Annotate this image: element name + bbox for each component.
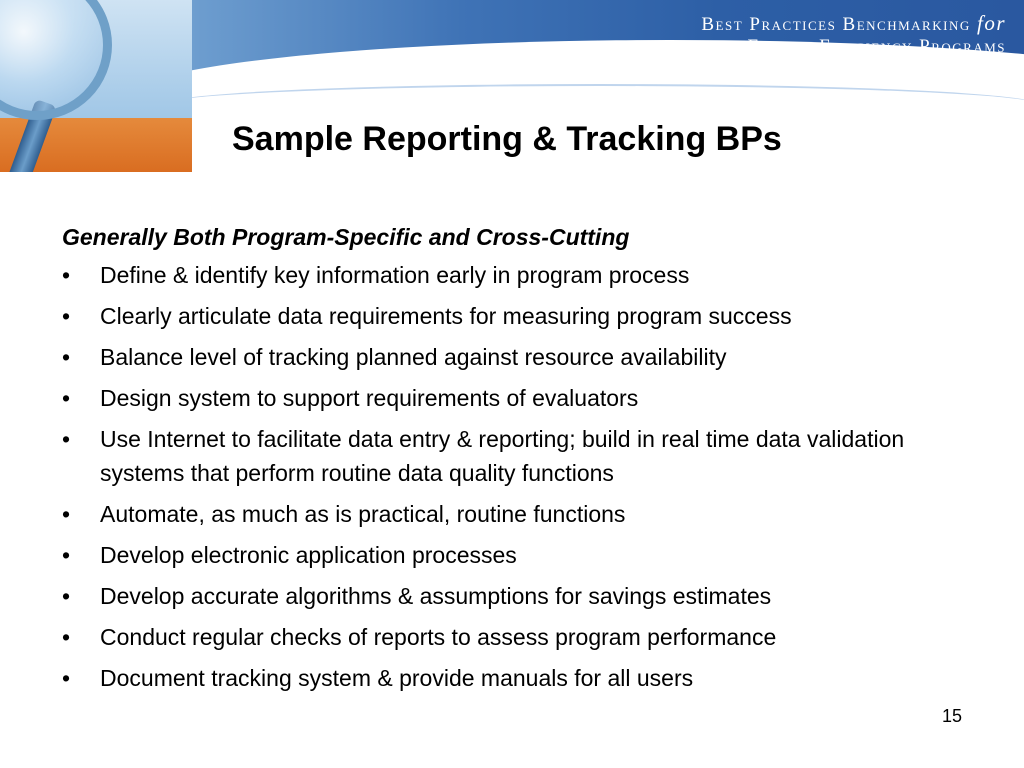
bullet-list	[62, 258, 982, 695]
magnifying-glass-icon	[0, 0, 192, 172]
bullet-item	[62, 579, 982, 613]
bullet-text: Automate, as much as is practical, routine functions	[100, 501, 626, 527]
bullet-item	[62, 422, 982, 490]
bullet-dot: •	[62, 583, 71, 609]
bullet-dot: •	[62, 426, 71, 452]
bullet-text: Define & identify key information early in program process	[100, 262, 690, 288]
slide-body	[62, 222, 982, 702]
bullet-text: Use Internet to facilitate data entry & reporting; build in real time data validation systems that perform routine data quality functions	[100, 426, 905, 486]
brand-logo	[701, 12, 1006, 58]
brand-line-2: Energy Efficiency Programs	[747, 36, 1006, 57]
bullet-item	[62, 299, 982, 333]
bullet-dot: •	[62, 262, 71, 288]
bullet-dot: •	[62, 303, 71, 329]
bullet-text: Develop electronic application processes	[100, 542, 517, 568]
bullet-text: Balance level of tracking planned against resource availability	[100, 344, 727, 370]
bullet-text: Develop accurate algorithms & assumptions for savings estimates	[100, 583, 772, 609]
slide-subheading: Generally Both Program-Specific and Cross-Cutting	[62, 224, 630, 250]
bullet-item	[62, 340, 982, 374]
magnifier-lens	[0, 0, 112, 120]
bullet-text: Conduct regular checks of reports to assess program performance	[100, 624, 777, 650]
brand-for-text: for	[976, 11, 1006, 35]
bullet-dot: •	[62, 624, 71, 650]
bullet-text: Design system to support requirements of evaluators	[100, 385, 639, 411]
bullet-dot: •	[62, 665, 71, 691]
bullet-text: Document tracking system & provide manuals for all users	[100, 665, 694, 691]
bullet-dot: •	[62, 501, 71, 527]
bullet-dot: •	[62, 385, 71, 411]
brand-line-1	[701, 12, 1006, 36]
bullet-text: Clearly articulate data requirements for measuring program success	[100, 303, 792, 329]
page-number: 15	[941, 706, 962, 726]
bullet-item	[62, 497, 982, 531]
bullet-dot: •	[62, 344, 71, 370]
bullet-item	[62, 258, 982, 292]
bullet-item	[62, 661, 982, 695]
bullet-item	[62, 538, 982, 572]
bullet-item	[62, 620, 982, 654]
bullet-dot: •	[62, 542, 71, 568]
brand-line-1-text: Best Practices Benchmarking	[701, 14, 971, 35]
slide-title: Sample Reporting & Tracking BPs	[232, 120, 782, 158]
bullet-item	[62, 381, 982, 415]
